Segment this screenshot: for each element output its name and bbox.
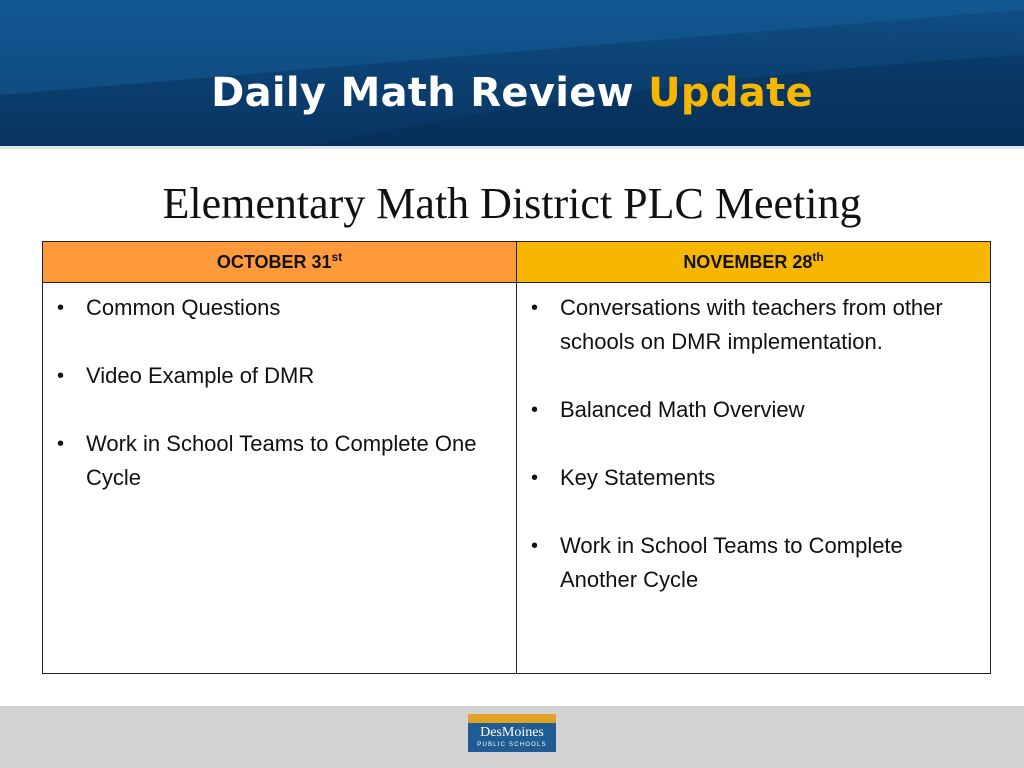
bullet-icon: •	[531, 535, 539, 557]
november-agenda-cell	[517, 283, 991, 674]
list-item-text: Key Statements	[560, 465, 716, 490]
october-heading: OCTOBER 31	[216, 251, 332, 272]
october-agenda-cell	[43, 283, 517, 674]
logo-gold-band	[468, 714, 556, 723]
logo-name: DesMoines	[480, 725, 544, 740]
list-item	[529, 529, 980, 597]
list-item-text: Common Questions	[86, 295, 281, 320]
header-divider	[0, 146, 1024, 149]
bullet-icon: •	[57, 297, 65, 319]
list-item-text: Conversations with teachers from other schools on DMR implementation.	[560, 295, 943, 354]
district-logo	[468, 714, 556, 752]
bullet-icon: •	[531, 297, 539, 319]
november-column-header	[517, 242, 991, 283]
list-item	[529, 461, 980, 495]
november-agenda-list	[529, 291, 980, 597]
header-banner	[0, 0, 1024, 148]
list-item-text: Work in School Teams to Complete One Cycle	[86, 431, 477, 490]
bullet-icon: •	[531, 467, 539, 489]
list-item	[529, 291, 980, 359]
october-column-header	[43, 242, 517, 283]
november-heading: NOVEMBER 28	[683, 251, 813, 272]
bullet-icon: •	[57, 433, 65, 455]
list-item	[529, 393, 980, 427]
october-heading-suffix: st	[331, 249, 343, 264]
list-item	[55, 359, 506, 393]
list-item-text: Work in School Teams to Complete Another Cycle	[560, 533, 903, 592]
slide-title-accent: Update	[648, 70, 813, 116]
logo-blue-box	[468, 723, 556, 752]
list-item-text: Balanced Math Overview	[560, 397, 805, 422]
list-item	[55, 427, 506, 495]
bullet-icon: •	[531, 399, 539, 421]
bullet-icon: •	[57, 365, 65, 387]
logo-subtitle: PUBLIC SCHOOLS	[477, 742, 547, 748]
slide-title-main: Daily Math Review	[211, 70, 634, 116]
meeting-schedule-table	[42, 241, 991, 674]
slide-title	[0, 70, 1024, 116]
november-heading-suffix: th	[812, 249, 824, 264]
slide-subtitle: Elementary Math District PLC Meeting	[162, 179, 862, 228]
october-agenda-list	[55, 291, 506, 495]
list-item	[55, 291, 506, 325]
list-item-text: Video Example of DMR	[86, 363, 315, 388]
